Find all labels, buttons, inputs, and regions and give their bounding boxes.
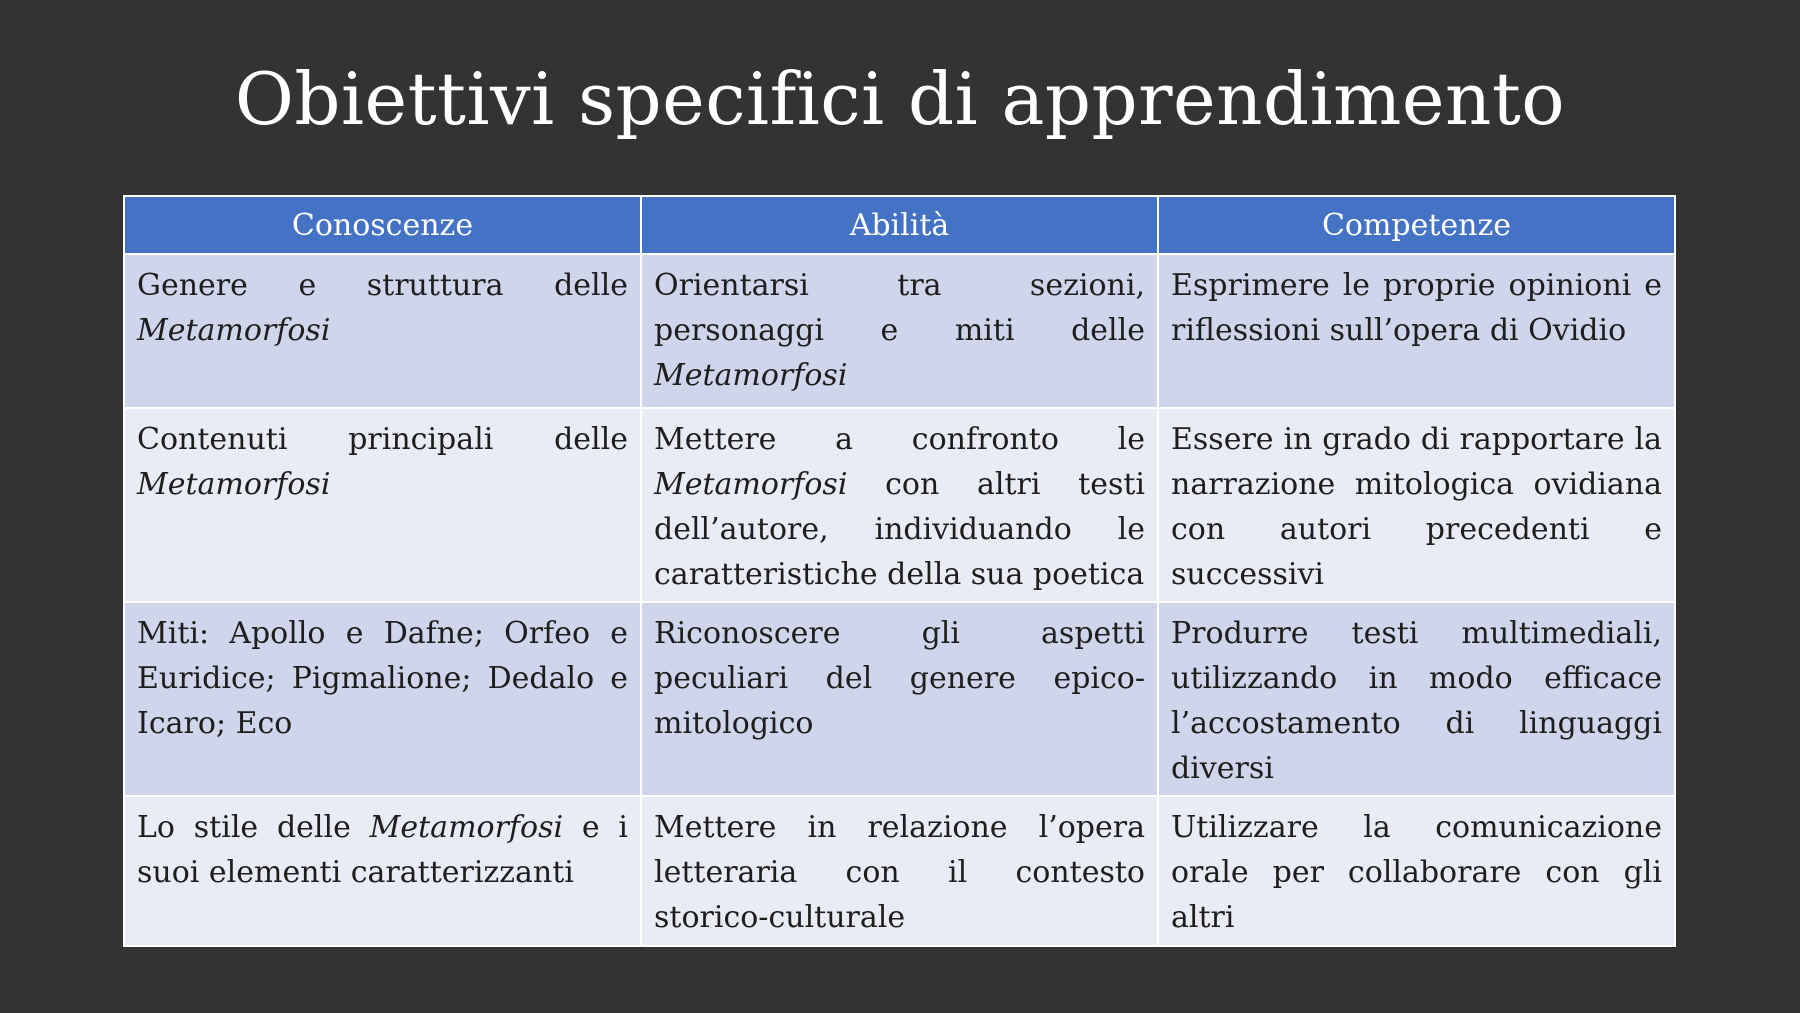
cell-abilita: Mettere a confronto le Metamorfosi con altri testi dell’autore, individuando le caratteristiche della sua poetica (641, 408, 1158, 602)
table-row (124, 408, 1675, 602)
cell-conoscenze: Lo stile delle Metamorfosi e i suoi elementi caratterizzanti (124, 796, 641, 946)
cell-conoscenze: Miti: Apollo e Dafne; Orfeo e Euridice; Pigmalione; Dedalo e Icaro; Eco (124, 602, 641, 796)
header-competenze: Competenze (1158, 196, 1675, 254)
cell-competenze: Essere in grado di rapportare la narrazione mitologica ovidiana con autori precedenti e successivi (1158, 408, 1675, 602)
table-row (124, 602, 1675, 796)
cell-abilita: Mettere in relazione l’opera letteraria con il contesto storico-culturale (641, 796, 1158, 946)
cell-conoscenze: Genere e struttura delle Metamorfosi (124, 254, 641, 408)
objectives-table (123, 195, 1676, 945)
header-conoscenze: Conoscenze (124, 196, 641, 254)
cell-competenze: Utilizzare la comunicazione orale per collaborare con gli altri (1158, 796, 1675, 946)
cell-competenze: Produrre testi multimediali, utilizzando in modo efficace l’accostamento di linguaggi diversi (1158, 602, 1675, 796)
cell-competenze: Esprimere le proprie opinioni e riflessioni sull’opera di Ovidio (1158, 254, 1675, 408)
slide-title: Obiettivi specifici di apprendimento (234, 57, 1566, 141)
cell-conoscenze: Contenuti principali delle Metamorfosi (124, 408, 641, 602)
cell-abilita: Orientarsi tra sezioni, personaggi e miti delle Metamorfosi (641, 254, 1158, 408)
cell-abilita: Riconoscere gli aspetti peculiari del genere epico-mitologico (641, 602, 1158, 796)
table-row (124, 254, 1675, 408)
table-row (124, 796, 1675, 946)
header-abilita: Abilità (641, 196, 1158, 254)
table-header-row (124, 196, 1675, 254)
